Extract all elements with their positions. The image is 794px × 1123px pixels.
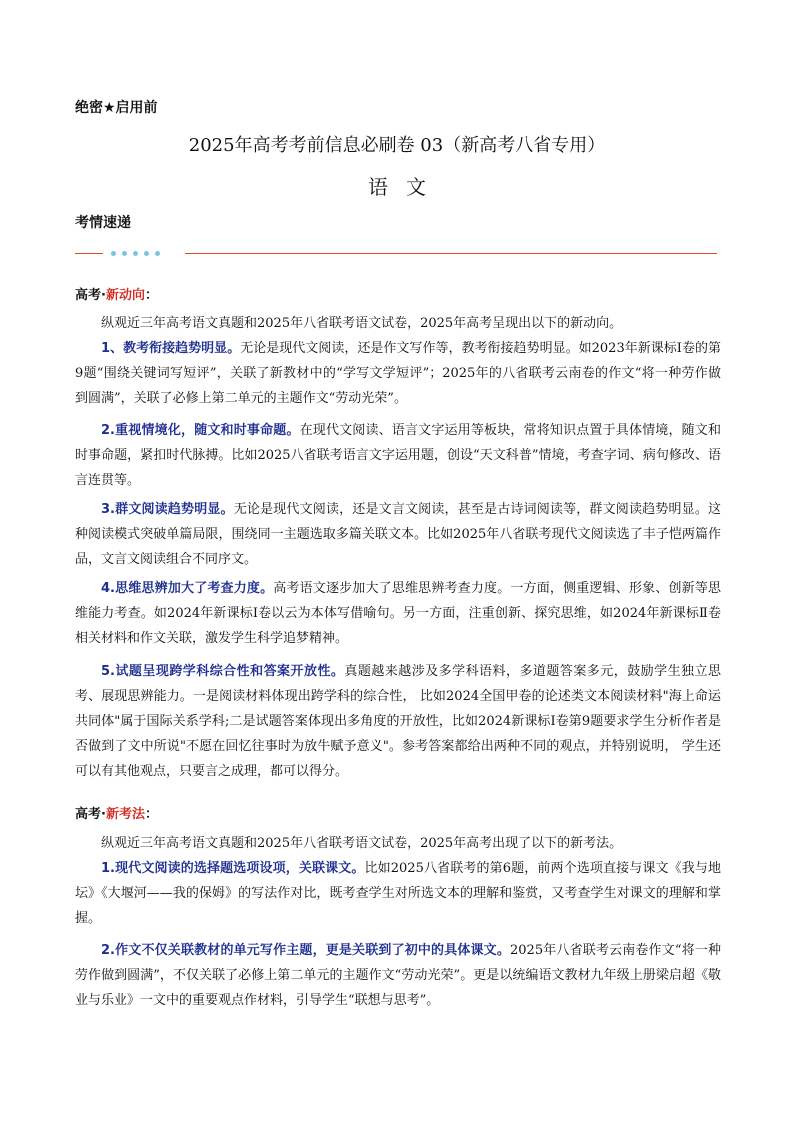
exam-title: 2025年高考考前信息必刷卷 03（新高考八省专用） bbox=[188, 135, 606, 156]
trend-item-5 bbox=[75, 659, 721, 784]
trend-item-text: 无论是现代文阅读，还是文言文阅读，甚至是古诗词阅读等，群文阅读趋势明显。这种阅读模式突破单篇局限，围绕同一主题选取多篇关联文本。比如2025年八省联考现代文阅读选了丰子恺两篇作品，文言文阅读组合不同序文。 bbox=[75, 502, 721, 567]
new-methods-intro: 纵观近三年高考语文真题和2025年八省联考语文试卷，2025年高考出现了以下的新考法。 bbox=[101, 836, 623, 851]
method-item-lead: 1.现代文阅读的选择题选项设项，关联课文。 bbox=[101, 861, 365, 876]
trend-item-text: 在现代文阅读、语言文字运用等板块，常将知识点置于具体情境，随文和时事命题，紧扣时代脉搏。比如2025八省联考语言文字运用题，创设“天文科普”情境，考查字词、病句修改、语言连贯等。 bbox=[75, 423, 721, 488]
heading-label: 新动向 bbox=[105, 288, 145, 303]
trend-item-2 bbox=[75, 418, 721, 493]
method-item-lead: 2.作文不仅关联教材的单元写作主题，更是关联到了初中的具体课文。 bbox=[101, 943, 511, 958]
trend-item-lead: 5.试题呈现跨学科综合性和答案开放性。 bbox=[101, 664, 345, 679]
trend-item-lead: 1、教考衔接趋势明显。 bbox=[101, 341, 241, 356]
heading-prefix: 高考· bbox=[75, 288, 106, 303]
confidential-label: 绝密★启用前 bbox=[75, 100, 158, 116]
trend-item-lead: 2.重视情境化，随文和时事命题。 bbox=[101, 423, 300, 438]
method-item-1 bbox=[75, 856, 721, 931]
trend-item-lead: 4.思维思辨加大了考查力度。 bbox=[101, 581, 274, 596]
trend-item-lead: 3.群文阅读趋势明显。 bbox=[101, 502, 234, 517]
section-divider bbox=[75, 250, 717, 258]
trend-item-4 bbox=[75, 576, 721, 651]
heading-prefix: 高考· bbox=[75, 807, 106, 822]
subject-title: 语文 bbox=[368, 175, 444, 199]
section-title: 考情速递 bbox=[75, 215, 131, 231]
method-item-2 bbox=[75, 938, 721, 1013]
divider-dot bbox=[155, 251, 160, 256]
divider-line-right bbox=[185, 253, 717, 254]
trend-item-text: 高考语文逐步加大了思维思辨考查力度。一方面，侧重逻辑、形象、创新等思维能力考查。如2024年新课标Ⅰ卷以云为本体写借喻句。另一方面，注重创新、探究思维，如2024年新课标Ⅱ卷相关材料和作文关联，激发学生科学追梦精神。 bbox=[75, 581, 721, 646]
new-trends-intro: 纵观近三年高考语文真题和2025年八省联考语文试卷，2025年高考呈现出以下的新动向。 bbox=[101, 316, 623, 331]
trend-item-1 bbox=[75, 336, 721, 411]
divider-dot bbox=[144, 251, 149, 256]
trend-item-text: 真题越来越涉及多学科语料，多道题答案多元，鼓励学生独立思考、展现思辨能力。一是阅读材料体现出跨学科的综合性， 比如2024全国甲卷的论述类文本阅读材料"海上命运共同体"属于国际关系学科;二是试题答案体现出多角度的开放性，比如2024新课标Ⅰ卷第9题要求学生分析作者是否做到了文中所说"不愿在回忆往事时为放牛赋予意义"。参考答案都给出两种不同的观点，并特别说明， 学生还可以有其他观点，只要言之成理，都可以得分。 bbox=[75, 664, 721, 779]
divider-dot bbox=[111, 251, 116, 256]
heading-label: 新考法 bbox=[105, 807, 145, 822]
new-methods-heading bbox=[75, 803, 158, 822]
new-trends-heading bbox=[75, 284, 158, 303]
heading-suffix: ： bbox=[144, 288, 158, 303]
method-item-text: 比如2025八省联考的第6题，前两个选项直接与课文《我与地坛》《大堰河——我的保姆》的写法作对比，既考查学生对所选文本的理解和鉴赏，又考查学生对课文的理解和掌握。 bbox=[75, 861, 721, 926]
trend-item-text: 无论是现代文阅读，还是作文写作等，教考衔接趋势明显。如2023年新课标Ⅰ卷的第9题“围绕关键词写短评”，关联了新教材中的“学写文学短评”；2025年的八省联考云南卷的作文“将一种劳作做到圆满”，关联了必修上第二单元的主题作文“劳动光荣”。 bbox=[75, 341, 721, 406]
divider-dot bbox=[133, 251, 138, 256]
heading-suffix: ： bbox=[144, 807, 158, 822]
divider-line-left bbox=[75, 253, 103, 254]
divider-dot bbox=[122, 251, 127, 256]
divider-dots bbox=[111, 250, 160, 258]
trend-item-3 bbox=[75, 497, 721, 572]
method-item-text: 2025年八省联考云南卷作文“将一种劳作做到圆满”，不仅关联了必修上第二单元的主题作文“劳动光荣”。更是以统编语文教材九年级上册梁启超《敬业与乐业》一文中的重要观点作材料，引导学生“联想与思考”。 bbox=[75, 943, 722, 1008]
